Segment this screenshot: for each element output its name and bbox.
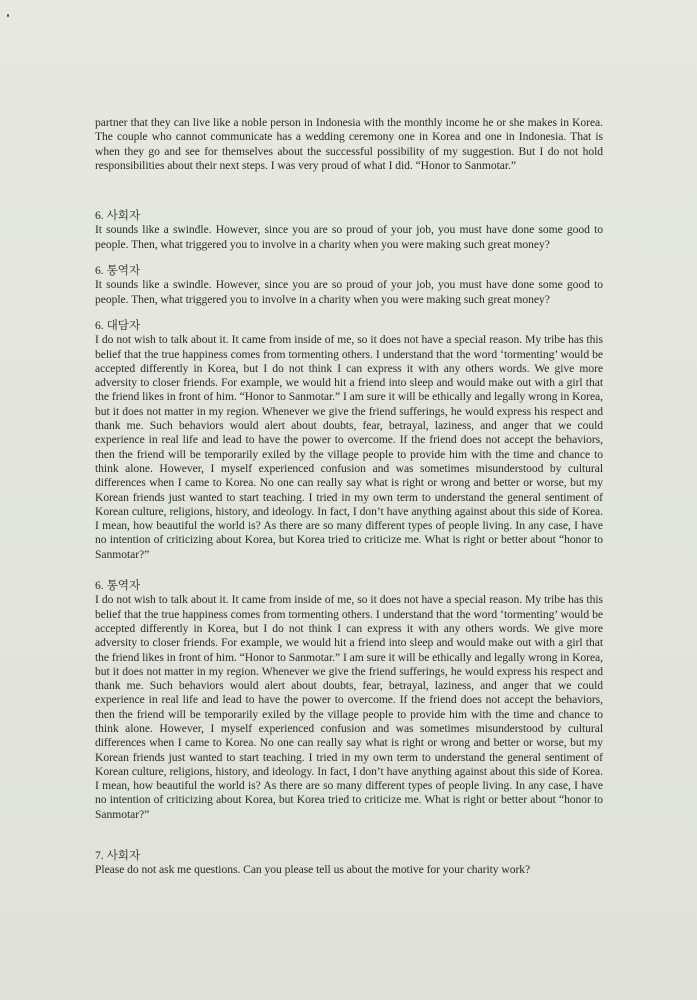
page-content [95, 116, 603, 878]
section-6-interpreter-2 [95, 579, 603, 822]
section-7-host [95, 849, 603, 878]
section-6-interpreter [95, 264, 603, 307]
section-heading: 7. 사회자 [95, 849, 141, 863]
intro-paragraph: partner that they can live like a noble person in Indonesia with the monthly income he or she makes in Korea. The couple who cannot communicate has a wedding ceremony one in Korea and one in Indonesia. That is when they go and see for themselves about the successful possibility of my suggestion. But I do not hold responsibilities about their next steps. I was very proud of what I did. “Honor to Sanmotar.” [95, 116, 603, 172]
section-heading: 6. 통역자 [95, 264, 141, 278]
section-6-interviewee [95, 319, 603, 562]
section-text: It sounds like a swindle. However, since you are so proud of your job, you must have done some good to people. Then, what triggered you to involve in a charity when you were making such great money? [95, 223, 603, 251]
section-text: I do not wish to talk about it. It came from inside of me, so it does not have a special reason. My tribe has this belief that the true happiness comes from tormenting others. I understand that the word ‘tormenting’ would be accepted differently in Korea, but I do not think I can express it with any others words. We give more adversity to closer friends. For example, we would hit a friend into sleep and would make out with a girl that the friend likes in front of him. “Honor to Sanmotar.” I am sure it will be ethically and legally wrong in Korea, but it does not matter in my region. Whenever we give the friend sufferings, he would express his respect and thank me. Such behaviors would alert about doubts, fear, betrayal, laziness, and anger that we could experience in real life and lead to have the power to overcome. If the friend does not accept the behaviors, then the friend will be temporarily exiled by the village people to provide him with the time and chance to think alone. However, I myself experienced confusion and was sometimes misunderstood by cultural differences when I came to Korea. No one can really say what is right or wrong and better or worse, but my Korean friends just wanted to start teaching. I tried in my own term to understand the general sentiment of Korean culture, religions, history, and ideology. In fact, I don’t have anything against about this side of Korea. I mean, how beautiful the world is? As there are so many different types of people living. In any case, I have no intention of criticizing about Korea, but Korea tried to criticize me. What is right or better about “honor to Sanmotar?” [95, 333, 603, 561]
section-heading: 6. 사회자 [95, 209, 141, 223]
section-heading: 6. 대담자 [95, 318, 141, 332]
section-text: Please do not ask me questions. Can you please tell us about the motive for your charity work? [95, 863, 531, 877]
scan-mark [7, 14, 9, 17]
section-6-host [95, 209, 603, 252]
section-text: It sounds like a swindle. However, since you are so proud of your job, you must have done some good to people. Then, what triggered you to involve in a charity when you were making such great money? [95, 278, 603, 306]
section-heading: 6. 통역자 [95, 579, 141, 593]
section-text: I do not wish to talk about it. It came from inside of me, so it does not have a special reason. My tribe has this belief that the true happiness comes from tormenting others. I understand that the word ‘tormenting’ would be accepted differently in Korea, but I do not think I can express it with any others words. We give more adversity to closer friends. For example, we would hit a friend into sleep and would make out with a girl that the friend likes in front of him. “Honor to Sanmotar.” I am sure it will be ethically and legally wrong in Korea, but it does not matter in my region. Whenever we give the friend sufferings, he would express his respect and thank me. Such behaviors would alert about doubts, fear, betrayal, laziness, and anger that we could experience in real life and lead to have the power to overcome. If the friend does not accept the behaviors, then the friend will be temporarily exiled by the village people to provide him with the time and chance to think alone. However, I myself experienced confusion and was sometimes misunderstood by cultural differences when I came to Korea. No one can really say what is right or wrong and better or worse, but my Korean friends just wanted to start teaching. I tried in my own term to understand the general sentiment of Korean culture, religions, history, and ideology. In fact, I don’t have anything against about this side of Korea. I mean, how beautiful the world is? As there are so many different types of people living. In any case, I have no intention of criticizing about Korea, but Korea tried to criticize me. What is right or better about “honor to Sanmotar?” [95, 593, 603, 821]
